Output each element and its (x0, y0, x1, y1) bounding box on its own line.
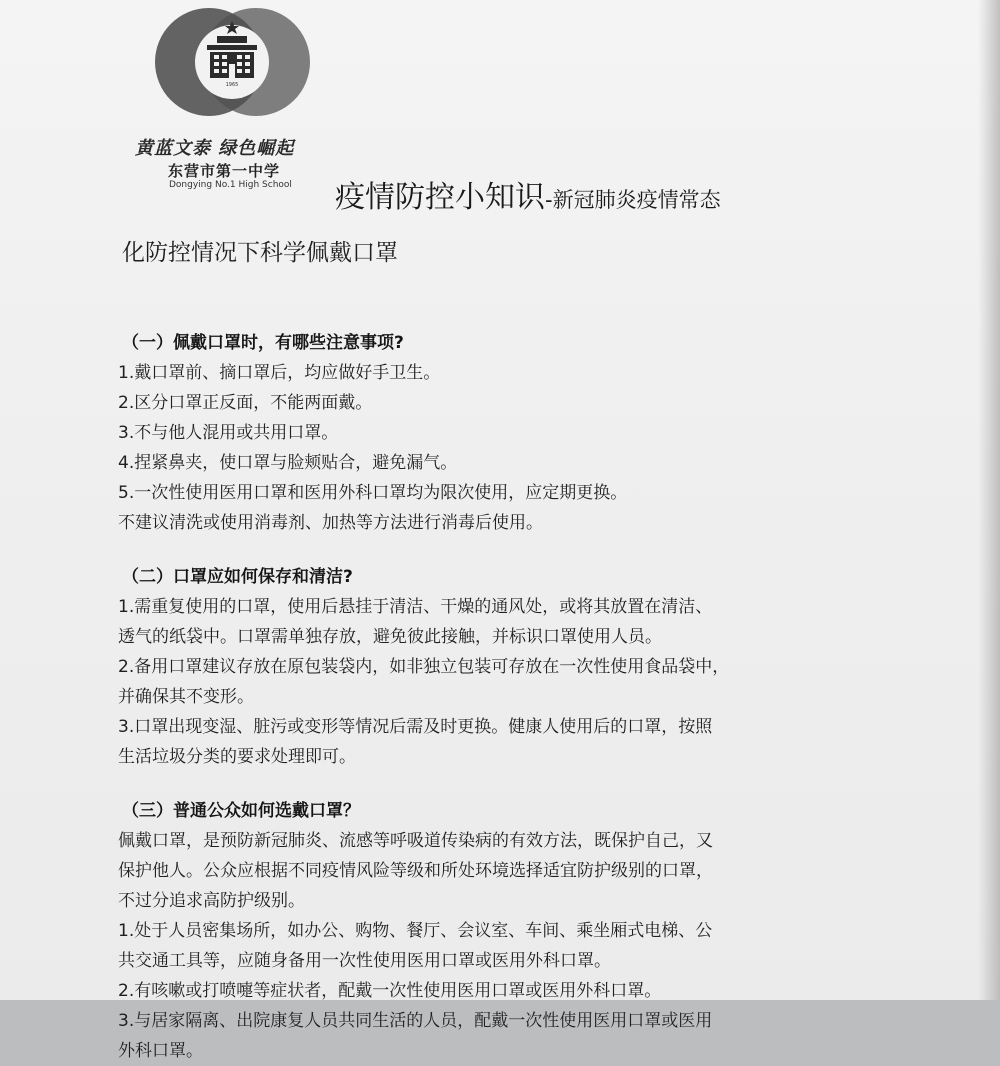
paragraph-line: 2.有咳嗽或打喷嚏等症状者，配戴一次性使用医用口罩或医用外科口罩。 (118, 981, 662, 1001)
section-heading: （二）口罩应如何保存和清洁? (122, 567, 353, 587)
school-name: 东营市第一中学 (168, 162, 281, 180)
document-body (118, 328, 898, 1066)
svg-text:DYYZ: DYYZ (221, 91, 243, 100)
title-suffix: -新冠肺炎疫情常态 (545, 188, 721, 212)
paragraph-line: 1.需重复使用的口罩，使用后悬挂于清洁、干燥的通风处，或将其放置在清洁、 (118, 597, 713, 617)
section-1 (118, 328, 898, 538)
paragraph-line: 2.备用口罩建议存放在原包装袋内，如非独立包装可存放在一次性使用食品袋中， (118, 657, 730, 677)
paragraph-line: 外科口罩。 (118, 1041, 203, 1061)
paragraph-line: 4.捏紧鼻夹，使口罩与脸颊贴合，避免漏气。 (118, 453, 458, 473)
paragraph-line: 不过分追求高防护级别。 (118, 891, 305, 911)
section-heading: （一）佩戴口罩时，有哪些注意事项? (122, 333, 404, 353)
paragraph-line: 3.与居家隔离、出院康复人员共同生活的人员，配戴一次性使用医用口罩或医用 (118, 1011, 713, 1031)
school-name-english: Dongying No.1 High School (169, 180, 292, 190)
page-edge-shadow (978, 0, 1000, 1000)
document-title (335, 172, 721, 216)
paragraph-line: 不建议清洗或使用消毒剂、加热等方法进行消毒后使用。 (118, 513, 543, 533)
paragraph-line: 并确保其不变形。 (118, 687, 254, 707)
paragraph-line: 1.处于人员密集场所，如办公、购物、餐厅、会议室、车间、乘坐厢式电梯、公 (118, 921, 713, 941)
document-subtitle: 化防控情况下科学佩戴口罩 (122, 240, 398, 266)
section-3 (118, 796, 898, 1066)
paragraph-line: 5.一次性使用医用口罩和医用外科口罩均为限次使用，应定期更换。 (118, 483, 628, 503)
paragraph-line: 共交通工具等，应随身备用一次性使用医用口罩或医用外科口罩。 (118, 951, 611, 971)
paragraph-line: 1.戴口罩前、摘口罩后，均应做好手卫生。 (118, 363, 441, 383)
paragraph-line: 佩戴口罩，是预防新冠肺炎、流感等呼吸道传染病的有效方法，既保护自己，又 (118, 831, 713, 851)
paragraph-line: 生活垃圾分类的要求处理即可。 (118, 747, 356, 767)
paragraph-line: 2.区分口罩正反面，不能两面戴。 (118, 393, 373, 413)
paragraph-line: 保护他人。公众应根据不同疫情风险等级和所处环境选择适宜防护级别的口罩， (118, 861, 713, 881)
paragraph-line: 3.不与他人混用或共用口罩。 (118, 423, 339, 443)
section-2 (118, 562, 898, 772)
paragraph-line: 3.口罩出现变湿、脏污或变形等情况后需及时更换。健康人使用后的口罩，按照 (118, 717, 713, 737)
title-main: 疫情防控小知识 (335, 180, 545, 215)
school-motto: 黄蓝文泰 绿色崛起 (135, 138, 295, 159)
section-heading: （三）普通公众如何选戴口罩？ (122, 801, 360, 821)
svg-text:1965: 1965 (225, 82, 239, 88)
paragraph-line: 透气的纸袋中。口罩需单独存放，避免彼此接触，并标识口罩使用人员。 (118, 627, 662, 647)
